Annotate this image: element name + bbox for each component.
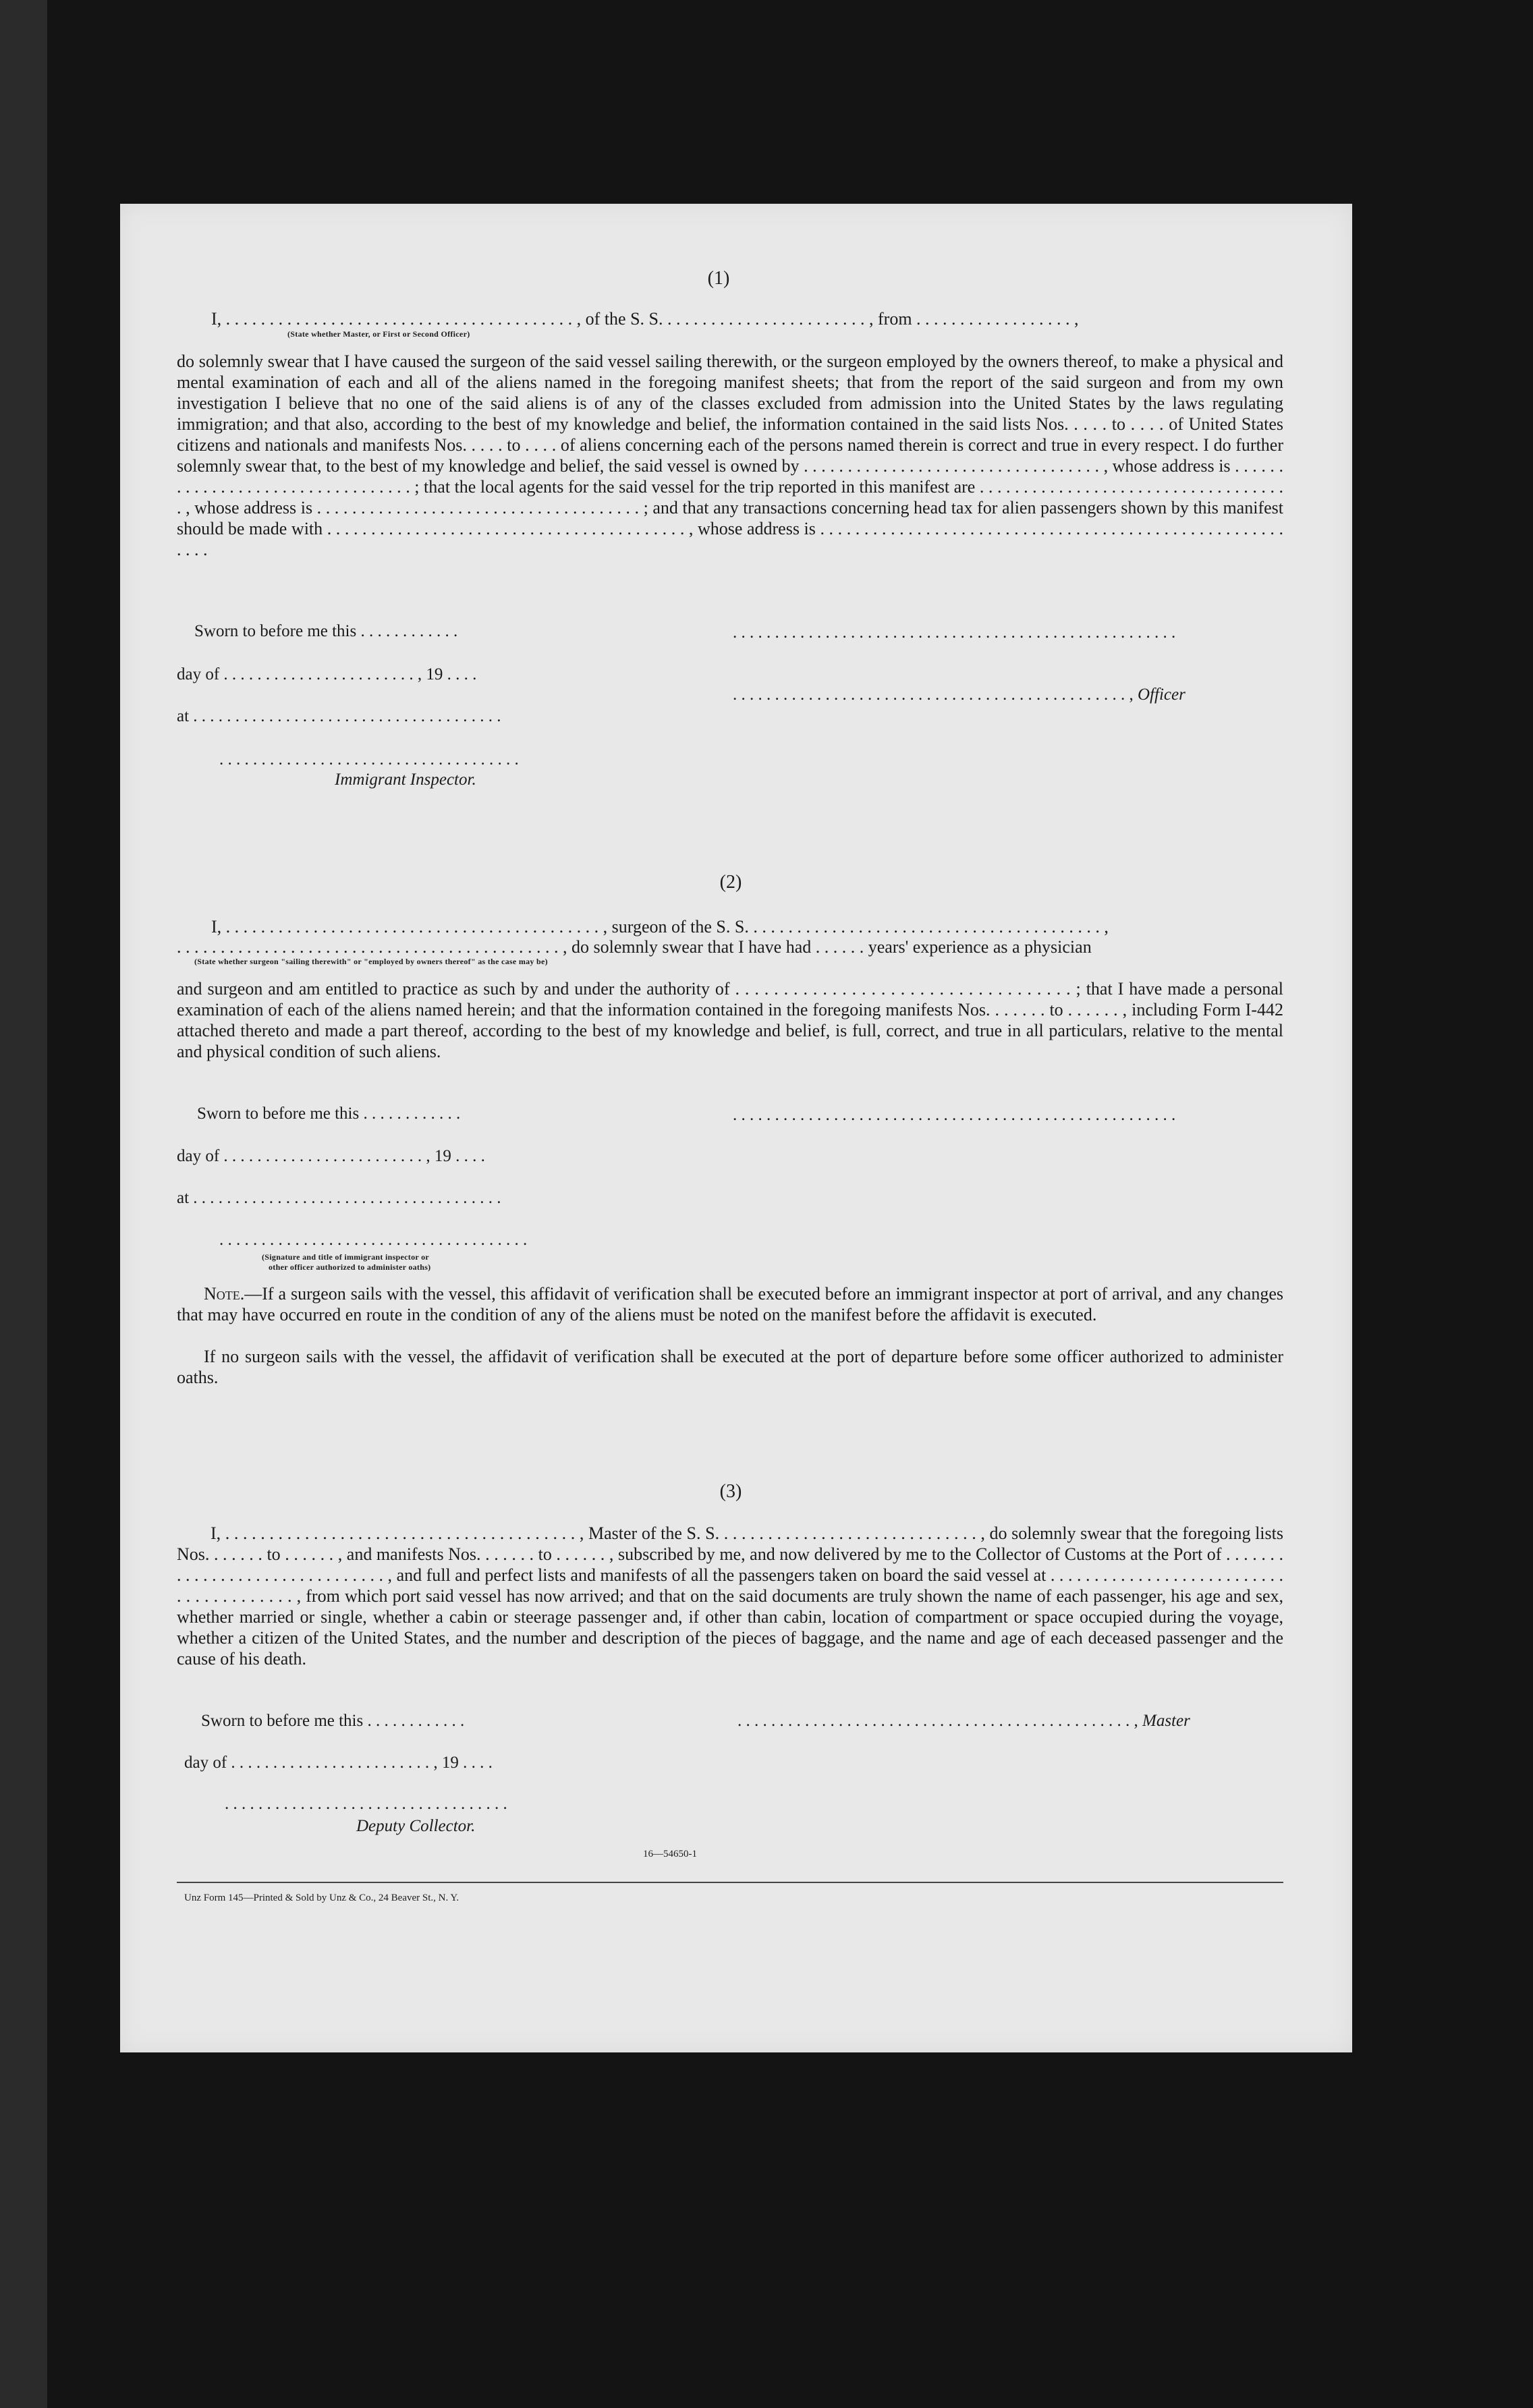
inspector-signature-line: . . . . . . . . . . . . . . . . . . . . . . . . . . . . . . . . . . . . [219,750,519,768]
note-paragraph [177,1283,1283,1325]
section-number: (1) [707,268,730,289]
master-signature-line [737,1712,1190,1731]
signature-note: (Signature and title of immigrant inspector or [262,1252,430,1262]
signature-line: . . . . . . . . . . . . . . . . . . . . . . . . . . . . . . . . . . . . . . . . . . . . . . . . . . . . . [733,1106,1176,1124]
sworn-line: Sworn to before me this . . . . . . . . . . . . [194,622,458,640]
collector-signature-line: . . . . . . . . . . . . . . . . . . . . . . . . . . . . . . . . . . [225,1795,507,1813]
surgeon-experience-line: . . . . . . . . . . . . . . . . . . . . . . . . . . . . . . . . . . . . . . . . . . . . , do solemnly swear that I have had . . . . . . years' experience as a physician [177,937,1092,957]
printer-imprint: Unz Form 145—Printed & Sold by Unz & Co., 24 Beaver St., N. Y. [184,1893,459,1903]
collector-caption: Deputy Collector. [356,1817,476,1835]
master-oath-line: I, . . . . . . . . . . . . . . . . . . . . . . . . . . . . . . . . . . . . . . . . , of the S. S. . . . . . . . . . . . . . . . . . . . . . . . , from . . . . . . . . . . . . . . . . . . , [211,309,1079,329]
day-line: day of . . . . . . . . . . . . . . . . . . . . . . . . , 19 . . . . [184,1754,493,1772]
section-number: (2) [719,872,742,893]
note-paragraph-2: If no surgeon sails with the vessel, the affidavit of verification shall be executed at the port of departure before some officer authorized to administer oaths. [177,1347,1283,1387]
scan-border [0,0,47,2408]
sworn-line: Sworn to before me this . . . . . . . . . . . . [197,1104,461,1123]
day-line: day of . . . . . . . . . . . . . . . . . . . . . . . , 19 . . . . [177,665,477,683]
surgeon-oath-body: and surgeon and am entitled to practice as such by and under the authority of . . . . . . . . . . . . . . . . . . . . . . . . . . . . . . . . . . . ; that I have made a personal examination of each of the aliens named herein; and that the information contained in the foregoing manifests Nos. . . . . . . to . . . . . . , including Form I-442 attached thereto and made a part thereof, according to the best of my knowledge and belief, is full, correct, and true in all particulars, relative to the mental and physical condition of such aliens. [177,979,1283,1061]
signature-note: other officer authorized to administer oaths) [269,1262,431,1272]
at-line: at . . . . . . . . . . . . . . . . . . . . . . . . . . . . . . . . . . . . . [177,1189,501,1207]
surgeon-oath-line: I, . . . . . . . . . . . . . . . . . . . . . . . . . . . . . . . . . . . . . . . . . . . , surgeon of the S. S. . . . . . . . . . . . . . . . . . . . . . . . . . . . . . . . . . . . . . . . . , [211,917,1109,936]
section-number: (3) [719,1481,742,1502]
manifest-form-page [120,204,1352,2052]
inspector-caption: Immigrant Inspector. [335,771,476,789]
at-line: at . . . . . . . . . . . . . . . . . . . . . . . . . . . . . . . . . . . . . [177,707,501,725]
master-oath-body: do solemnly swear that I have caused the surgeon of the said vessel sailing therewith, or the surgeon employed by the owners thereof, to make a physical and mental examination of each and all of the aliens named in the foregoing manifest sheets; that from the report of the said surgeon and from my own investigation I believe that no one of the said aliens is of any of the classes excluded from admission into the United States by the laws regulating immigration; and that also, according to the best of my knowledge and belief, the information contained in the said lists Nos. . . . . to . . . . of United States citizens and nationals and manifests Nos. . . . . to . . . . of aliens concerning each of the persons named therein is correct and true in every respect. I do further solemnly swear that, to the best of my knowledge and belief, the said vessel is owned by . . . . . . . . . . . . . . . . . . . . . . . . . . . . . . . . . . , whose address is . . . . . . . . . . . . . . . . . . . . . . . . . . . . . . . . . ; that the local agents for the said vessel for the trip reported in this manifest are . . . . . . . . . . . . . . . . . . . . . . . . . . . . . . . . . . . . , whose address is . . . . . . . . . . . . . . . . . . . . . . . . . . . . . . . . . . . . . ; and that any transactions concerning head tax for alien passengers shown by this manifest should be made with . . . . . . . . . . . . . . . . . . . . . . . . . . . . . . . . . . . . . . . . . , whose address is . . . . . . . . . . . . . . . . . . . . . . . . . . . . . . . . . . . . . . . . . . . . . . . . . . . . . . . . . [177,352,1283,559]
officer-line: . . . . . . . . . . . . . . . . . . . . . . . . . . . . . . . . . . . . . . . . . . . . . . . , [733,685,1134,704]
day-line: day of . . . . . . . . . . . . . . . . . . . . . . . . , 19 . . . . [177,1147,485,1165]
footer-rule [177,1882,1283,1883]
field-note: (State whether Master, or First or Second Officer) [287,329,470,339]
field-note: (State whether surgeon "sailing therewith" or "employed by owners thereof" as the case may be) [194,957,548,966]
note-label: Note. [204,1284,245,1304]
master-caption: Master [1142,1712,1190,1730]
officer-caption: Officer [1138,685,1186,704]
sworn-line: Sworn to before me this . . . . . . . . . . . . [201,1712,465,1730]
master-line: . . . . . . . . . . . . . . . . . . . . . . . . . . . . . . . . . . . . . . . . . . . . . . . , [737,1712,1138,1730]
inspector-signature-line: . . . . . . . . . . . . . . . . . . . . . . . . . . . . . . . . . . . . . [219,1231,528,1249]
form-number: 16—54650-1 [643,1849,697,1859]
signature-line: . . . . . . . . . . . . . . . . . . . . . . . . . . . . . . . . . . . . . . . . . . . . . . . . . . . . . [733,623,1176,642]
officer-signature-line [733,685,1186,704]
collector-oath-body: I, . . . . . . . . . . . . . . . . . . . . . . . . . . . . . . . . . . . . . . . . , Master of the S. S. . . . . . . . . . . . . . . . . . . . . . . . . . . . . . , do solemnly swear that the foregoing lists Nos. . . . . . . to . . . . . . , and manifests Nos. . . . . . . to . . . . . . , subscribed by me, and now delivered by me to the Collector of Customs at the Port of . . . . . . . . . . . . . . . . . . . . . . . . . . . . . . . , and full and perfect lists and manifests of all the passengers taken on board the said vessel at . . . . . . . . . . . . . . . . . . . . . . . . . . . . . . . . . . . . . . . . , from which port said vessel has now arrived; and that on the said documents are truly shown the name of each passenger, his age and sex, whether married or single, whether a cabin or steerage passenger and, if other than cabin, location of compartment or space occupied during the voyage, whether a citizen of the United States, and the number and description of the pieces of baggage, and the name and age of each deceased passenger and the cause of his death. [177,1523,1283,1669]
note-text: —If a surgeon sails with the vessel, this affidavit of verification shall be executed before an immigrant inspector at port of arrival, and any changes that may have occurred en route in the condition of any of the aliens must be noted on the manifest before the affidavit is executed. [177,1284,1283,1324]
